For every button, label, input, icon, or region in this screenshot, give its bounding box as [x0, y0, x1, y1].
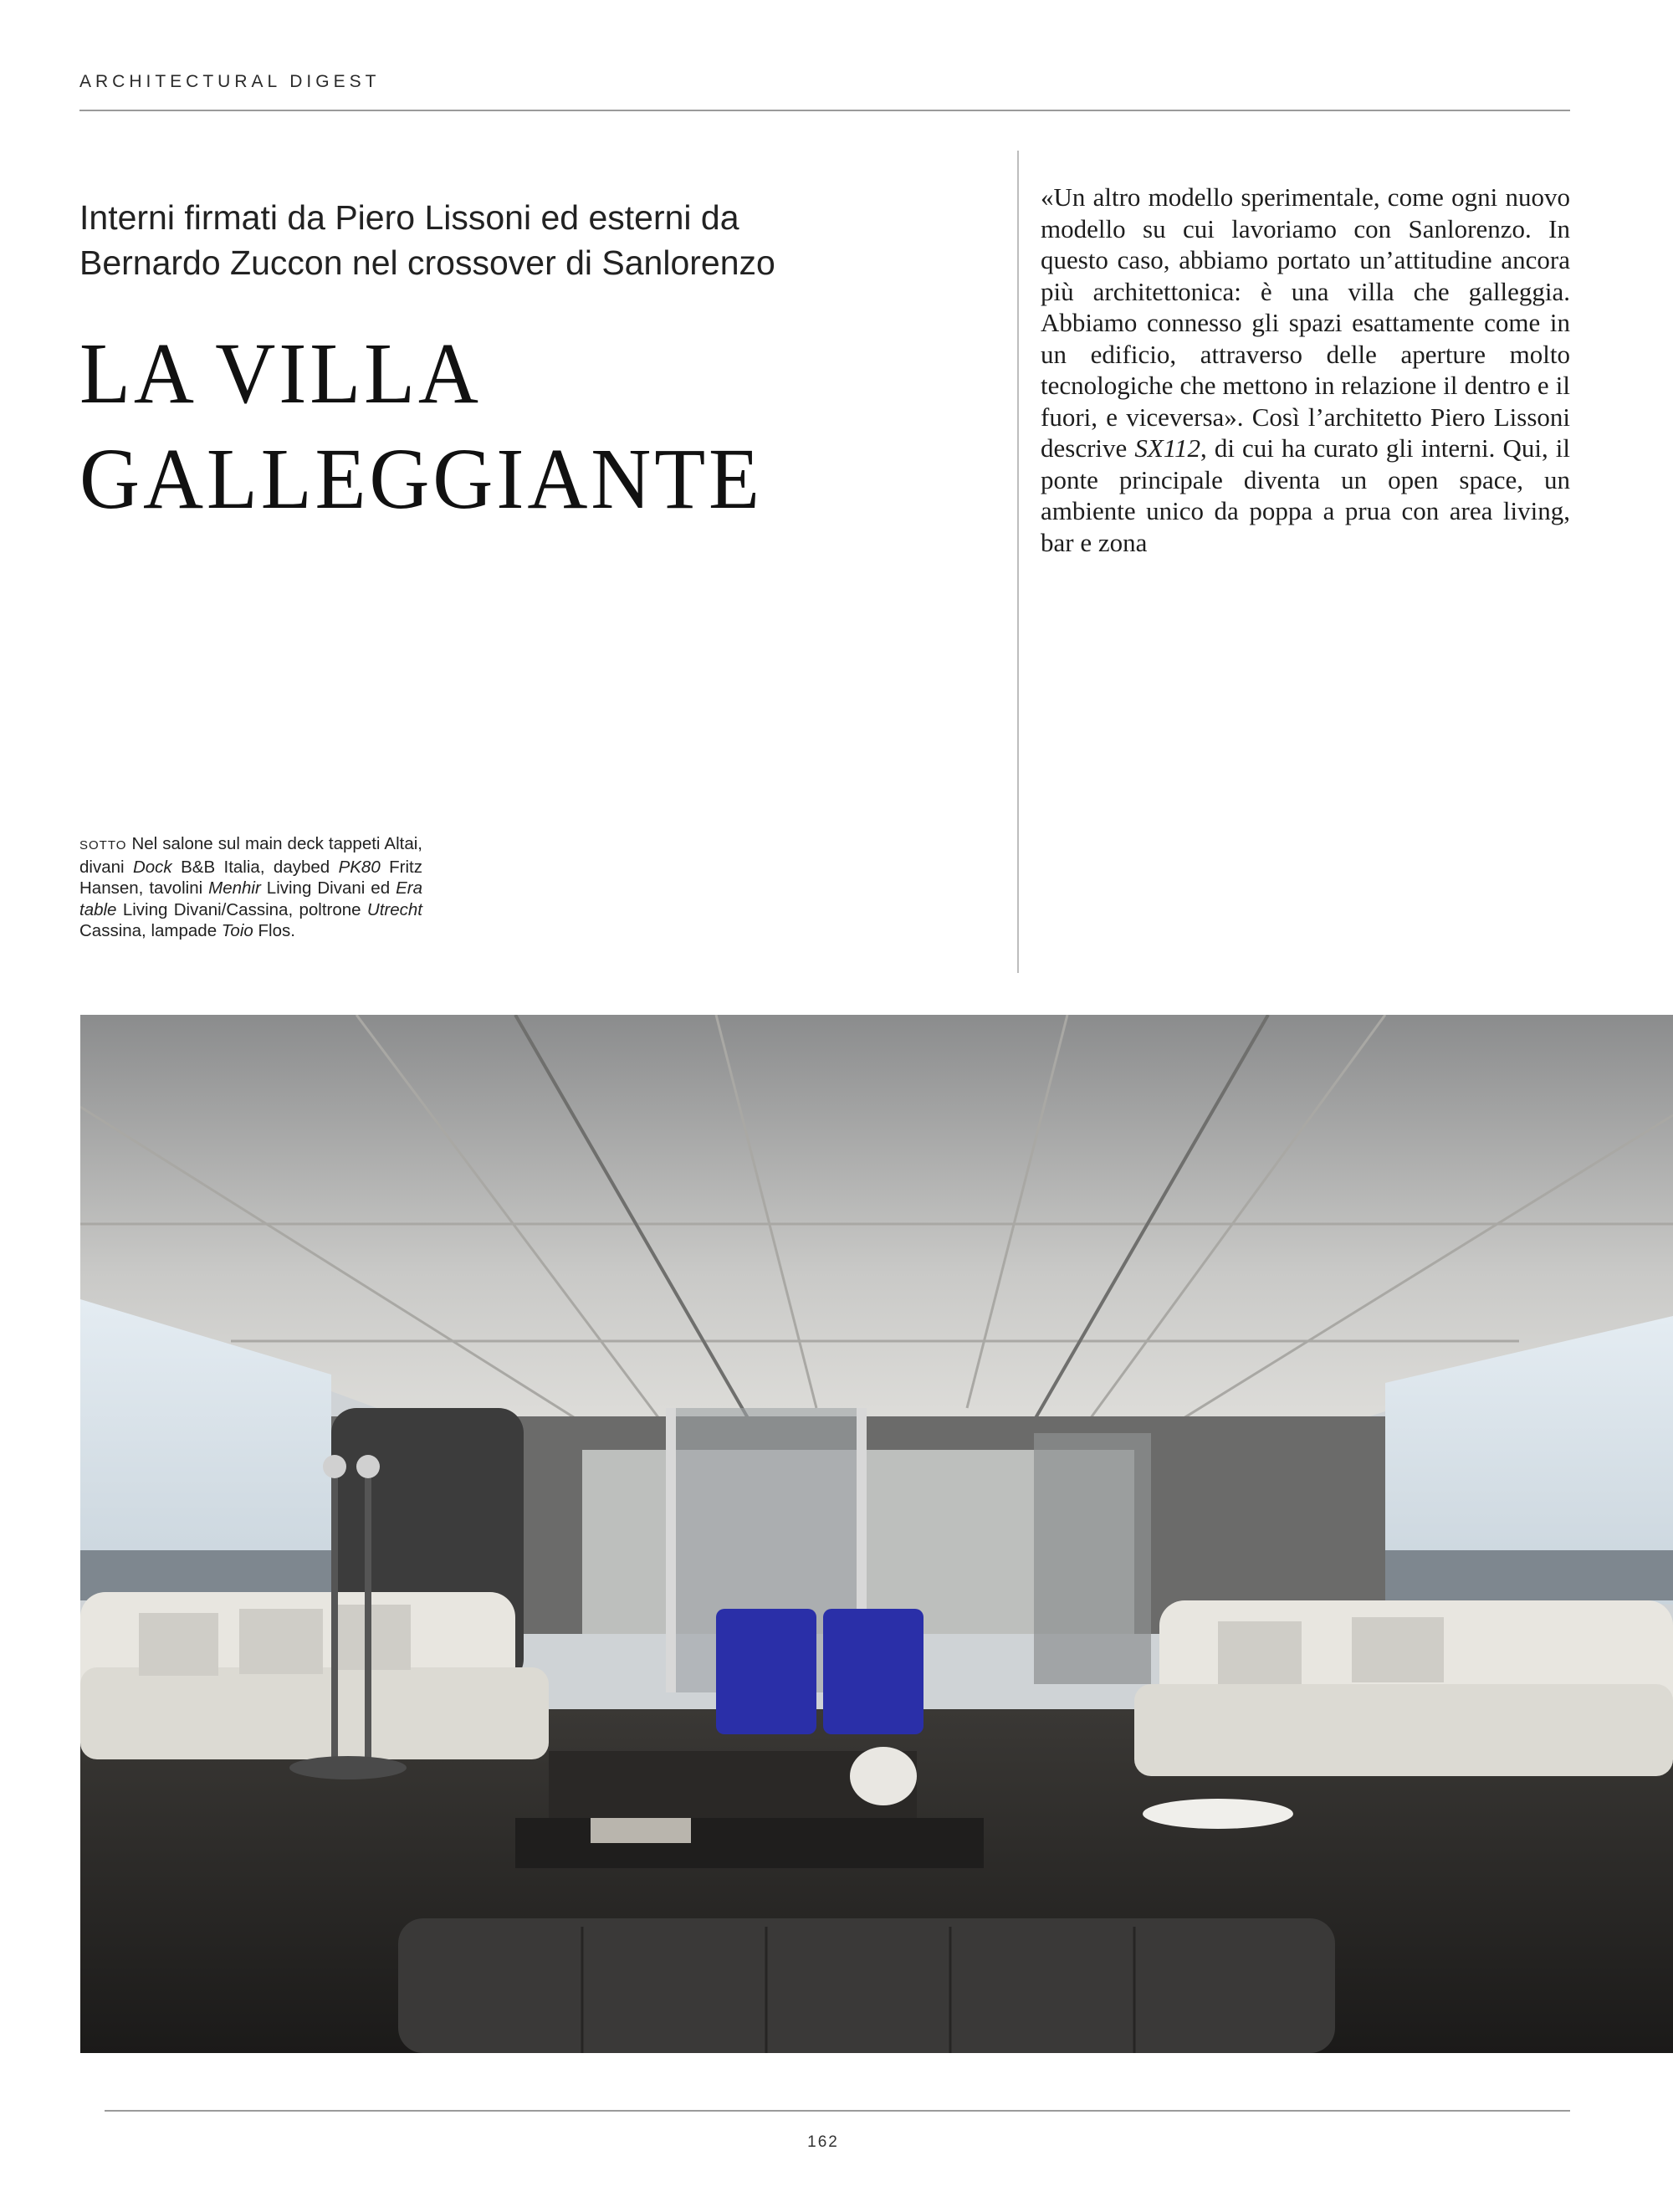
- article-body: [1041, 182, 1570, 558]
- header-rule: [79, 110, 1570, 111]
- page-number: 162: [807, 2133, 839, 2151]
- caption-italic: Utrecht: [366, 899, 422, 919]
- caption-text: Living Divani/Cassina, poltrone: [116, 899, 367, 919]
- caption-italic: Toio: [221, 921, 253, 940]
- caption-italic: PK80: [338, 857, 381, 877]
- interior-photo: [80, 1015, 1673, 2053]
- caption-italic: Menhir: [208, 878, 261, 898]
- column-divider: [1017, 151, 1019, 973]
- article-title: [79, 321, 851, 532]
- caption-text: Living Divani ed: [260, 878, 397, 898]
- model-name: SX112: [1134, 433, 1201, 463]
- footer-rule: [105, 2110, 1570, 2112]
- caption-italic: Era table: [79, 878, 422, 919]
- caption-text: Fritz Hansen, tavolini: [79, 857, 422, 898]
- caption-text: Nel salone sul main deck tappeti Altai, divani: [79, 834, 422, 877]
- title-line-2: GALLEGGIANTE: [79, 431, 763, 527]
- body-text: , di cui ha curato gli interni. Qui, il ponte principale diventa un open space, un ambiente unico da poppa a prua con area living, bar e zona: [1041, 433, 1571, 557]
- photo-caption: [79, 833, 422, 942]
- article-subtitle: Interni firmati da Piero Lissoni ed esterni da Bernardo Zuccon nel crossover di Sanlorenzo: [79, 198, 775, 282]
- caption-label: SOTTO: [79, 838, 127, 853]
- caption-italic: Dock: [132, 857, 172, 877]
- caption-text: Cassina, lampade: [79, 921, 222, 940]
- magazine-brand: ARCHITECTURAL DIGEST: [79, 72, 381, 91]
- yacht-salon-illustration: [80, 1015, 1673, 2053]
- body-text: «Un altro modello sperimentale, come ogni nuovo modello su cui lavoriamo con Sanlorenzo. In questo caso, abbiamo portato un’attitudine ancora più architettonica: è una villa che galleggia. Abbiamo connesso gli spazi esattamente come in un edificio, attraverso delle aperture molto tecnologiche che mettono in relazione il dentro e il fuori, e viceversa». Così l’architetto Piero Lissoni descrive: [1041, 182, 1570, 463]
- caption-text: B&B Italia, daybed: [171, 857, 339, 877]
- title-line-1: LA VILLA: [79, 325, 482, 422]
- caption-text: Flos.: [253, 921, 295, 940]
